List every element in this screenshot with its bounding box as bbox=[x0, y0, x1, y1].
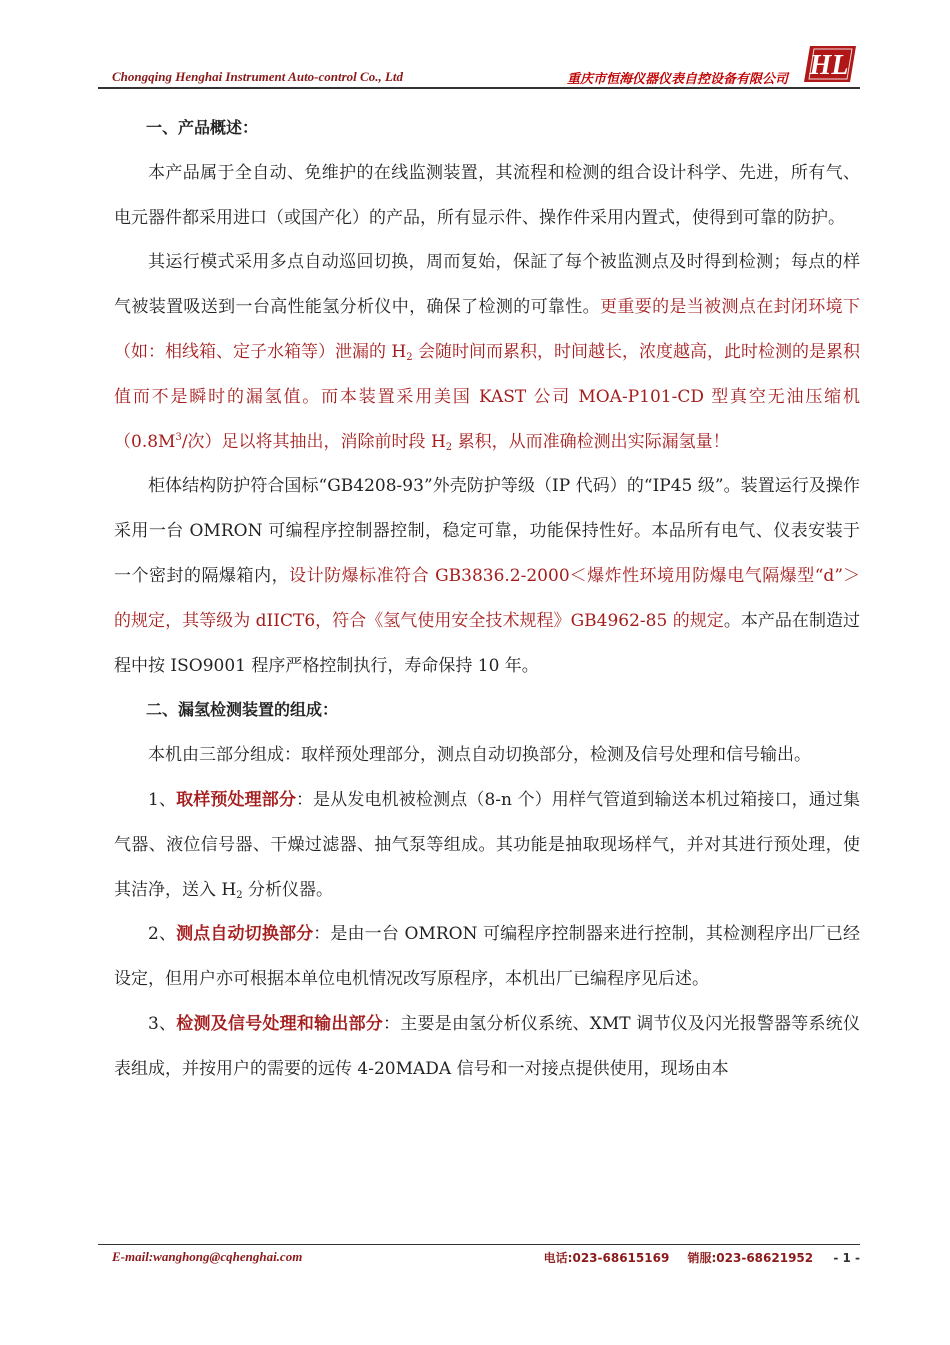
section-title-overview: 一、产品概述： bbox=[146, 118, 259, 137]
company-logo bbox=[800, 44, 858, 84]
document-body bbox=[114, 106, 860, 1092]
highlight-text: 更重要的是当被测点在封闭环境下（如：相线箱、定子水箱等）泄漏的 $H_2$ 会随时间而累积，时间越长，浓度越高，此时检测的是累积值而不是瞬时的漏氢值。而本装置采用美国 KAST 公司 MOA-P101-CD 型真空无油压缩机（$0.8M^3/$次）足以将其抽出，消除前时段 $H_2$ 累积，从而准确检测出实际漏氢量！ bbox=[114, 297, 861, 453]
list-item-sampling: 1、取样预处理部分：是从发电机被检测点（8-n 个）用样气管道到输送本机过箱接口，通过集气器、液位信号器、干燥过滤器、抽气泵等组成。其功能是抽取现场样气，并对其进行预处理，使其洁净，送入 $H_2$ 分析仪器。 bbox=[114, 789, 860, 901]
list-item-switching: 2、测点自动切换部分：是由一台 OMRON 可编程序控制器来进行控制，其检测程序出厂已经设定，但用户亦可根据本单位电机情况改写原程序，本机出厂已编程序见后述。 bbox=[114, 924, 860, 990]
paragraph-overview: 本产品属于全自动、免维护的在线监测装置，其流程和检测的组合设计科学、先进，所有气、电元器件都采用进口（或国产化）的产品，所有显示件、操作件采用内置式，使得到可靠的防护。 bbox=[114, 162, 860, 228]
logo-text: HL bbox=[809, 50, 849, 81]
footer-phone: 电话:023-68615169 bbox=[543, 1251, 670, 1265]
item-label: 取样预处理部分 bbox=[176, 789, 297, 810]
paragraph-composition: 本机由三部分组成：取样预处理部分，测点自动切换部分，检测及信号处理和信号输出。 bbox=[148, 745, 811, 766]
company-name-cn: 重庆市恒海仪器仪表自控设备有限公司 bbox=[566, 72, 788, 87]
company-name-en: Chongqing Henghai Instrument Auto-control Co., Ltd bbox=[112, 69, 404, 84]
page-number: - 1 - bbox=[833, 1251, 860, 1265]
list-item-detection: 3、检测及信号处理和输出部分：主要是由氢分析仪系统、XMT 调节仪及闪光报警器等系统仪表组成，并按用户的需要的远传 4-20MADA 信号和一对接点提供使用，现场由本 bbox=[114, 1013, 860, 1079]
item-label: 测点自动切换部分 bbox=[176, 924, 314, 945]
item-label: 检测及信号处理和输出部分 bbox=[176, 1013, 384, 1034]
header-rule bbox=[98, 87, 860, 89]
footer-sales: 销服:023-68621952 bbox=[687, 1251, 814, 1265]
footer-email: E-mail:wanghong@cqhenghai.com bbox=[112, 1249, 303, 1264]
footer-contacts bbox=[530, 1249, 860, 1266]
highlight-text: 设计防爆标准符合 GB3836.2-2000＜爆炸性环境用防爆电气隔爆型“d”＞的规定，其等级为 dIICT6，符合《氢气使用安全技术规程》GB4962-85 的规定 bbox=[114, 565, 861, 631]
page-footer bbox=[98, 1249, 860, 1269]
page-header bbox=[98, 44, 860, 88]
paragraph-enclosure: 柜体结构防护符合国标“GB4208-93”外壳防护等级（IP 代码）的“IP45 级”。装置运行及操作采用一台 OMRON 可编程序控制器控制，稳定可靠，功能保持性好。本品所有电气、仪表安装于一个密封的隔爆箱内，设计防爆标准符合 GB3836.2-2000＜爆炸性环境用防爆电气隔爆型“d”＞的规定，其等级为 dIICT6，符合《氢气使用安全技术规程》GB4962-85 的规定。本产品在制造过程中按 ISO9001 程序严格控制执行，寿命保持 10 年。 bbox=[114, 476, 861, 676]
paragraph-operation-mode: 其运行模式采用多点自动巡回切换，周而复始，保証了每个被监测点及时得到检测；每点的样气被装置吸送到一台高性能氢分析仪中，确保了检测的可靠性。更重要的是当被测点在封闭环境下（如：相线箱、定子水箱等）泄漏的 $H_2$ 会随时间而累积，时间越长，浓度越高，此时检测的是累积值而不是瞬时的漏氢值。而本装置采用美国 KAST 公司 MOA-P101-CD 型真空无油压缩机（$0.8M^3/$次）足以将其抽出，消除前时段 $H_2$ 累积，从而准确检测出实际漏氢量！ bbox=[114, 252, 861, 453]
footer-rule bbox=[98, 1244, 860, 1245]
section-title-composition: 二、漏氢检测装置的组成： bbox=[146, 700, 339, 720]
